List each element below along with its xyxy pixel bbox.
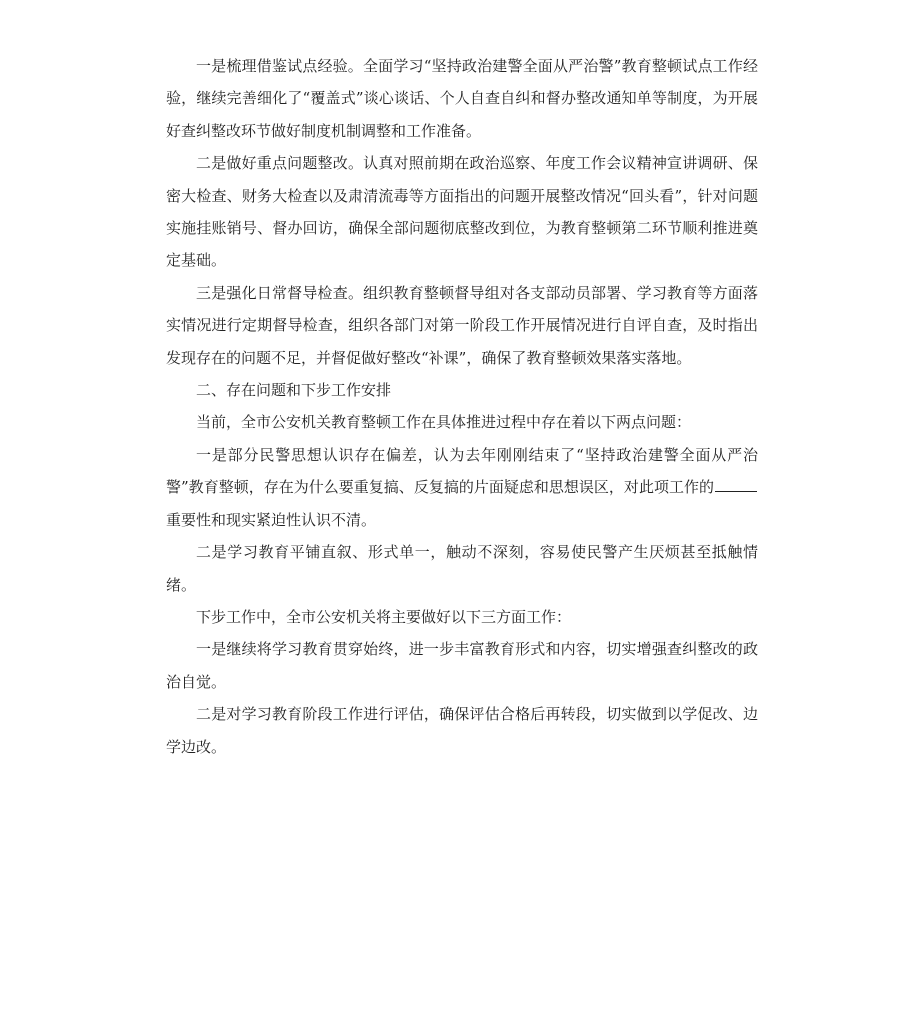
paragraph-next-step-two: 二是对学习教育阶段工作进行评估，确保评估合格后再转段，切实做到以学促改、边学边改。 xyxy=(166,705,758,756)
paragraph-next-steps-intro: 下步工作中，全市公安机关将主要做好以下三方面工作： xyxy=(196,607,572,626)
document-body xyxy=(166,50,758,763)
paragraph-problem-one xyxy=(166,439,758,536)
paragraph-key-problem-rectification: 二是做好重点问题整改。认真对照前期在政治巡察、年度工作会议精神宣讲调研、保密大检查、财务大检查以及肃清流毒等方面指出的问题开展整改情况“回头看”，针对问题实施挂账销号、督办回访，确保全部问题彻底整改到位，为教育整顿第二环节顺利推进奠定基础。 xyxy=(166,154,758,270)
paragraph-daily-supervision: 三是强化日常督导检查。组织教育整顿督导组对各支部动员部署、学习教育等方面落实情况进行定期督导检查，组织各部门对第一阶段工作开展情况进行自评自查，及时指出发现存在的问题不足，并督促做好整改“补课”，确保了教育整顿效果落实落地。 xyxy=(166,283,758,367)
paragraph-next-step-one: 一是继续将学习教育贯穿始终，进一步丰富教育形式和内容，切实增强查纠整改的政治自觉。 xyxy=(166,640,758,691)
paragraph-problem-two: 二是学习教育平铺直叙、形式单一，触动不深刻，容易使民警产生厌烦甚至抵触情绪。 xyxy=(166,543,758,594)
paragraph-review-pilot-experience: 一是梳理借鉴试点经验。全面学习“坚持政治建警全面从严治警”教育整顿试点工作经验，继续完善细化了“覆盖式”谈心谈话、个人自查自纠和督办整改通知单等制度，为开展好查纠整改环节做好制度机制调整和工作准备。 xyxy=(166,57,758,140)
paragraph-current-problems-intro: 当前，全市公安机关教育整顿工作在具体推进过程中存在着以下两点问题： xyxy=(196,413,692,432)
blank-underline xyxy=(715,477,757,492)
section-heading-problems-and-plans: 二、存在问题和下步工作安排 xyxy=(196,381,392,400)
problem-one-text-end: 重要性和现实紧迫性认识不清。 xyxy=(166,510,377,529)
problem-one-text-start: 一是部分民警思想认识存在偏差，认为去年刚刚结束了“坚持政治建警全面从严治警”教育整顿，存在为什么要重复搞、反复搞的片面疑虑和思想误区，对此项工作的 xyxy=(166,445,758,497)
